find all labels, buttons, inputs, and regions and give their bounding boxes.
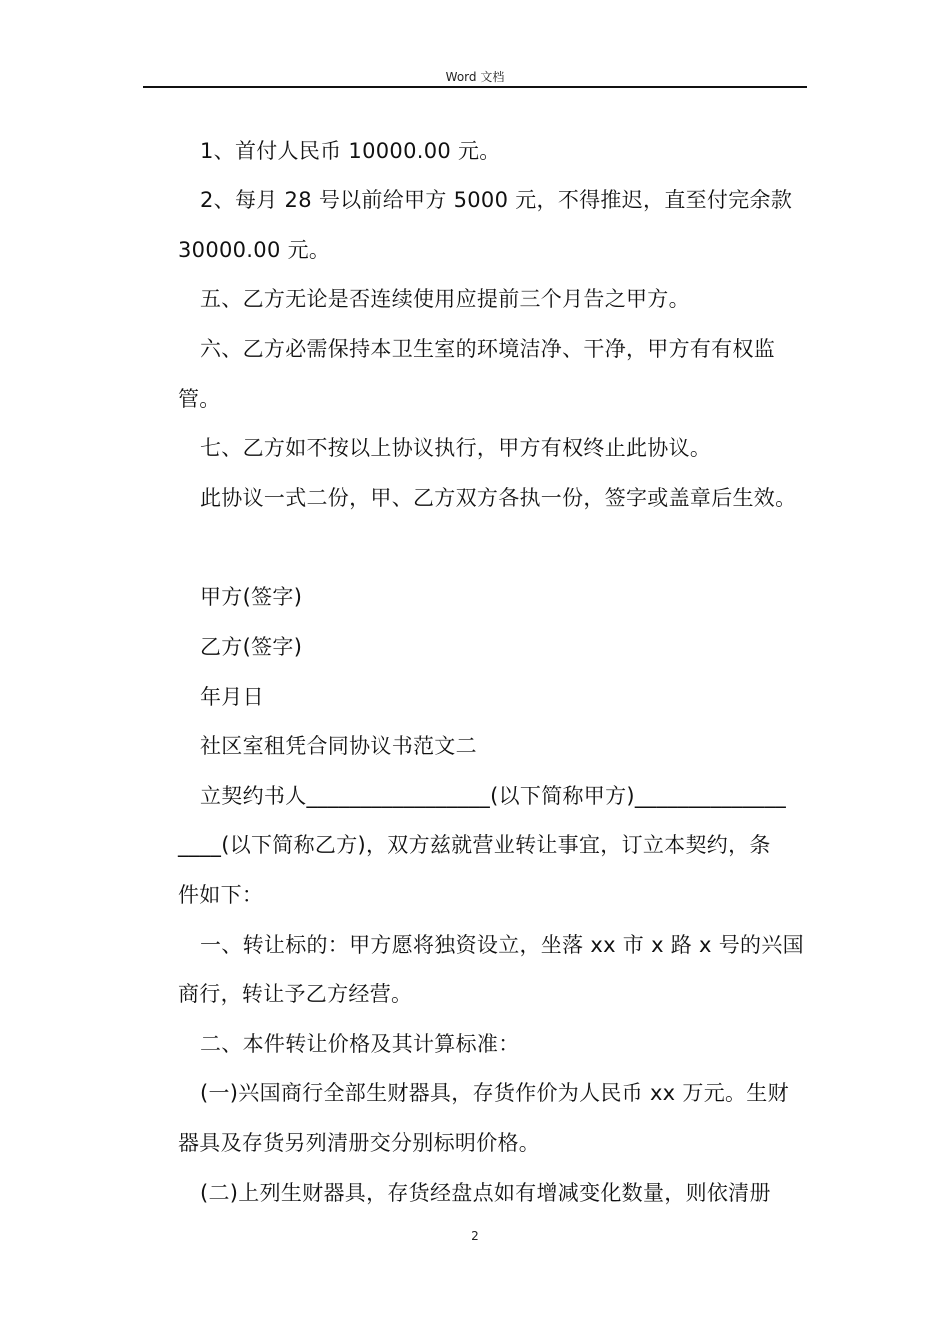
signature-party-a: 甲方(签字) <box>200 585 303 609</box>
body-line: 七、乙方如不按以上协议执行，甲方有权终止此协议。 <box>200 436 712 460</box>
signature-party-b: 乙方(签字) <box>200 635 303 659</box>
body-line: 器具及存货另列清册交分别标明价格。 <box>178 1131 541 1155</box>
body-line: 五、乙方无论是否连续使用应提前三个月告之甲方。 <box>200 287 690 311</box>
header-title: Word 文档 <box>445 70 505 84</box>
body-line: 商行，转让予乙方经营。 <box>178 982 413 1006</box>
body-line: 一、转让标的：甲方愿将独资设立，坐落 xx 市 x 路 x 号的兴国 <box>200 933 804 957</box>
body-line: 二、本件转让价格及其计算标准： <box>200 1032 520 1056</box>
body-line: 件如下： <box>178 883 264 907</box>
body-line: 1、首付人民币 10000.00 元。 <box>200 139 501 163</box>
body-line: 六、乙方必需保持本卫生室的环境洁净、干净，甲方有有权监 <box>200 337 776 361</box>
body-line: (二)上列生财器具，存货经盘点如有增减变化数量，则依清册 <box>200 1181 771 1205</box>
body-line: ____(以下简称乙方)，双方兹就营业转让事宜，订立本契约，条 <box>178 833 771 857</box>
body-line: 30000.00 元。 <box>178 238 331 262</box>
body-line: 管。 <box>178 387 221 411</box>
body-line: 立契约书人_________________(以下简称甲方)______________ <box>200 784 787 808</box>
section-title: 社区室租凭合同协议书范文二 <box>200 734 477 758</box>
page-number: 2 <box>471 1229 479 1243</box>
body-line: (一)兴国商行全部生财器具，存货作价为人民币 xx 万元。生财 <box>200 1081 789 1105</box>
body-line: 此协议一式二份，甲、乙方双方各执一份，签字或盖章后生效。 <box>200 486 797 510</box>
signature-date: 年月日 <box>200 685 264 709</box>
header-divider <box>143 86 807 88</box>
body-line: 2、每月 28 号以前给甲方 5000 元，不得推迟，直至付完余款 <box>200 188 793 212</box>
